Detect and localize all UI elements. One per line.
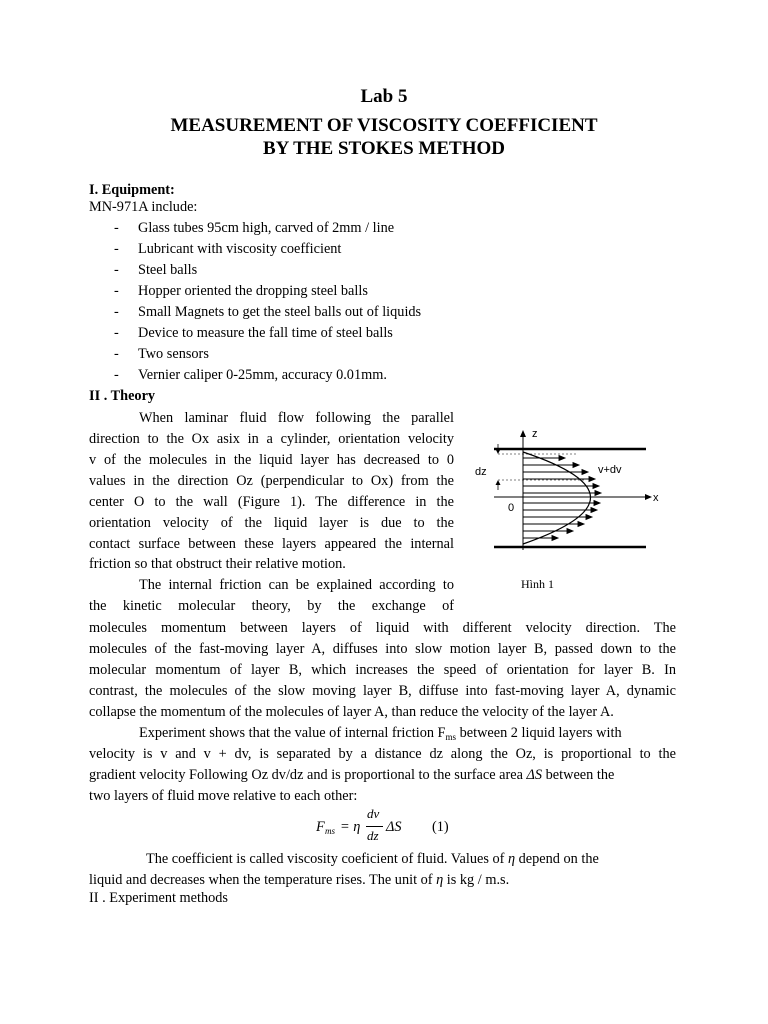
equipment-intro: MN-971A include: <box>89 199 198 215</box>
list-item: Lubricant with viscosity coefficient <box>138 241 342 257</box>
text-line: velocity is v and v + dv, is separated by a distance dz along the Oz, is proportional to the <box>89 746 676 762</box>
text-line: contact surface between these layers appeared the internal <box>89 536 454 552</box>
z-label: z <box>532 428 538 440</box>
x-label: x <box>653 492 659 504</box>
dz-label: dz <box>475 466 487 478</box>
text-line: contrast, the molecules of the slow moving layer B, diffuse into fast-moving layer A, dynamic <box>89 683 676 699</box>
list-item: Two sensors <box>138 346 209 362</box>
text-line: v of the molecules in the liquid layer has decreased to 0 <box>89 452 454 468</box>
velocity-profile-curve <box>523 452 591 544</box>
text-line: orientation velocity of the liquid layer is due to the <box>89 515 454 531</box>
text-line: Experiment shows that the value of internal friction $F_{ms}$ between 2 liquid layers with <box>139 725 622 742</box>
text-line: molecular momentum of layer B, which increases the speed of orientation for layer B. In <box>89 662 676 678</box>
z-axis-arrow-icon <box>520 430 526 437</box>
text-line: friction so that obstruct their relative motion. <box>89 556 346 572</box>
viscosity-formula: F ms = η dv dz ΔS (1) <box>316 806 449 843</box>
equation-number: (1) <box>432 819 449 835</box>
equipment-heading: I. Equipment: <box>89 182 175 198</box>
v-plus-dv-label: v+dv <box>598 464 622 476</box>
text-line: molecules momentum between layers of liquid with different velocity direction. The <box>89 620 676 636</box>
list-item: Steel balls <box>138 262 198 278</box>
title-line-2: BY THE STOKES METHOD <box>263 138 505 159</box>
list-item: Glass tubes 95cm high, carved of 2mm / line <box>138 220 395 236</box>
text-line: The internal friction can be explained according to <box>139 577 454 593</box>
title-line-1: MEASUREMENT OF VISCOSITY COEFFICIENT <box>170 115 598 136</box>
figure-caption: Hình 1 <box>521 577 554 591</box>
text-line: The coefficient is called viscosity coeficient of fluid. Values of η depend on the <box>146 851 599 867</box>
dz-arrow-down-icon <box>496 449 501 454</box>
velocity-profile-figure <box>466 418 676 598</box>
lab-number: Lab 5 <box>360 86 408 107</box>
theory-heading: II . Theory <box>89 388 156 404</box>
text-line: collapse the momentum of the molecules of layer A, than reduce the velocity of the layer A. <box>89 704 614 720</box>
x-axis-arrow-icon <box>645 494 652 500</box>
methods-heading: II . Experiment methods <box>89 890 228 906</box>
dz-arrow-up-icon <box>496 480 501 485</box>
text-line: center O to the wall (Figure 1). The difference in the <box>89 494 454 510</box>
page: Lab 5 MEASUREMENT OF VISCOSITY COEFFICIENT BY THE STOKES METHOD I. Equipment: MN-971A include: - Glass tubes 95cm high, carved of 2mm / line - Lubricant with viscosity coefficient - Steel balls - Hopper oriented the dropping steel balls - Small Magnets to get the steel balls out of liquids - Device to measure the fall time of steel balls - Two sensors - Vernier caliper 0-25mm, accuracy 0.01mm. II . Theory When laminar fluid flow following the parallel direction to the Ox asix in a cylinder, orientation velocity v of the molecules in the liquid layer has decreased to 0 values in the direction Oz (perpendicular to Ox) from the center O to the wall (Figure 1). The difference in the orientation velocity of the liquid layer is due to the contact surface between these layers appeared the internal friction so that obstruct their relative motion. The internal friction can be explained according to the kinetic molecular theory, by the exchange of molecules momentum between layers of liquid with different velocity direction. The molecules of the fast-moving layer A, diffuses into slow motion layer B, passed down to the molecular momentum of layer B, which increases the speed of orientation for layer B. In contrast, the molecules of the slow moving layer B, diffuse into fast-moving layer A, dynamic collapse the momentum of the molecules of layer A, than reduce the velocity of the layer A. Experiment shows that the value of internal friction $F_{ms}$ between 2 liquid layers with velocity is v and v + dv, is separated by a distance dz along the Oz, is proportional to the gradient velocity Following Oz dv/dz and is proportional to the surface area ΔS between the two layers of fluid move relative to each other: F ms = η dv dz ΔS (1) The coefficient is called viscosity coeficient of fluid. Values of η depend on the liquid and decreases when the temperature rises. The unit of η is kg / m.s. II . Experiment methods z x 0 dz v+dv Hình 1 <box>0 0 768 1024</box>
text-line: the kinetic molecular theory, by the exchange of <box>89 598 454 614</box>
list-item: Vernier caliper 0-25mm, accuracy 0.01mm. <box>138 367 387 383</box>
text-line: gradient velocity Following Oz dv/dz and is proportional to the surface area ΔS between the <box>89 767 615 783</box>
text-line: liquid and decreases when the temperature rises. The unit of η is kg / m.s. <box>89 872 510 888</box>
text-line: When laminar fluid flow following the parallel <box>139 410 454 426</box>
text-line: values in the direction Oz (perpendicular to Ox) from the <box>89 473 454 489</box>
text-line: direction to the Ox asix in a cylinder, orientation velocity <box>89 431 454 447</box>
list-item: Small Magnets to get the steel balls out of liquids <box>138 304 422 320</box>
origin-label: 0 <box>508 502 515 514</box>
text-line: two layers of fluid move relative to each other: <box>89 788 358 804</box>
list-item: Hopper oriented the dropping steel balls <box>138 283 368 299</box>
list-item: Device to measure the fall time of steel balls <box>138 325 393 341</box>
text-line: molecules of the fast-moving layer A, diffuses into slow motion layer B, passed down to the <box>89 641 676 657</box>
